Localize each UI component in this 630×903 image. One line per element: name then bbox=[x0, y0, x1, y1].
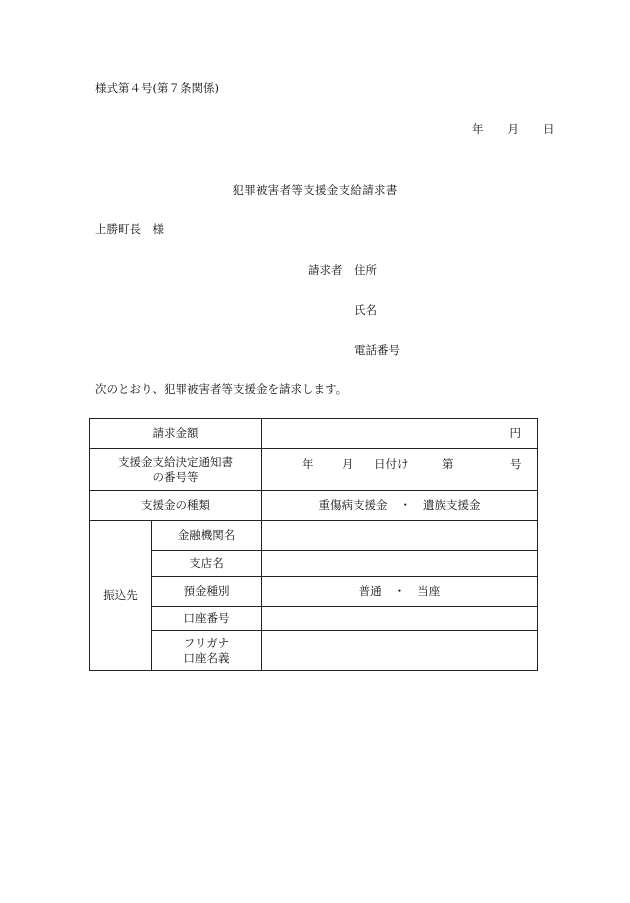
bank-label: 金融機関名 bbox=[152, 521, 262, 551]
table-row-amount bbox=[90, 419, 538, 449]
deposit-separator: ・ bbox=[393, 584, 406, 598]
account-name-furigana-label: フリガナ bbox=[183, 635, 230, 650]
account-number-field[interactable] bbox=[262, 607, 538, 631]
table-row-deposit-type bbox=[90, 577, 538, 607]
notice-year: 年 bbox=[302, 457, 314, 471]
date-day: 日 bbox=[543, 122, 555, 136]
notice-no-prefix: 第 bbox=[442, 457, 454, 471]
deposit-option-current[interactable]: 当座 bbox=[417, 584, 441, 598]
date-year: 年 bbox=[472, 122, 484, 136]
type-label: 支援金の種類 bbox=[90, 491, 262, 521]
phone-label: 電話番号 bbox=[354, 343, 400, 357]
claim-table bbox=[89, 418, 538, 671]
table-row-account-number bbox=[90, 607, 538, 631]
form-number: 様式第４号(第７条関係) bbox=[95, 81, 219, 95]
notice-field[interactable] bbox=[262, 449, 538, 491]
type-separator: ・ bbox=[399, 498, 411, 512]
table-row-branch bbox=[90, 551, 538, 577]
amount-unit: 円 bbox=[509, 426, 521, 440]
claimant-label: 請求者 bbox=[308, 263, 343, 277]
bank-field[interactable] bbox=[262, 521, 538, 551]
intro-text: 次のとおり、犯罪被害者等支援金を請求します。 bbox=[95, 382, 348, 396]
amount-field[interactable] bbox=[262, 419, 538, 449]
notice-date-suffix: 日付け bbox=[374, 457, 409, 471]
name-label: 氏名 bbox=[354, 303, 377, 317]
branch-field[interactable] bbox=[262, 551, 538, 577]
account-number-label: 口座番号 bbox=[152, 607, 262, 631]
table-row-account-name bbox=[90, 631, 538, 671]
addressee: 上勝町長 様 bbox=[95, 222, 164, 236]
table-row-type bbox=[90, 491, 538, 521]
document-title: 犯罪被害者等支援金支給請求書 bbox=[232, 183, 398, 197]
amount-label: 請求金額 bbox=[90, 419, 262, 449]
notice-month: 月 bbox=[342, 457, 354, 471]
type-option-severe-injury[interactable]: 重傷病支援金 bbox=[318, 498, 388, 512]
transfer-label: 振込先 bbox=[90, 521, 152, 671]
notice-label-line1: 支援金支給決定通知書 bbox=[118, 454, 233, 469]
table-row-notice bbox=[90, 449, 538, 491]
notice-label bbox=[90, 449, 262, 491]
table-row-bank bbox=[90, 521, 538, 551]
notice-no-suffix: 号 bbox=[510, 457, 522, 471]
account-name-holder-label: 口座名義 bbox=[183, 650, 230, 665]
type-option-bereaved[interactable]: 遺族支援金 bbox=[423, 498, 481, 512]
account-name-label bbox=[152, 631, 262, 671]
type-options bbox=[262, 491, 538, 521]
branch-label: 支店名 bbox=[152, 551, 262, 577]
notice-label-line2: の番号等 bbox=[152, 469, 199, 484]
date-month: 月 bbox=[507, 122, 519, 136]
deposit-option-ordinary[interactable]: 普通 bbox=[358, 584, 382, 598]
date-line bbox=[472, 121, 555, 137]
deposit-type-label: 預金種別 bbox=[152, 577, 262, 607]
address-label: 住所 bbox=[354, 263, 377, 277]
deposit-type-options bbox=[262, 577, 538, 607]
account-name-field[interactable] bbox=[262, 631, 538, 671]
